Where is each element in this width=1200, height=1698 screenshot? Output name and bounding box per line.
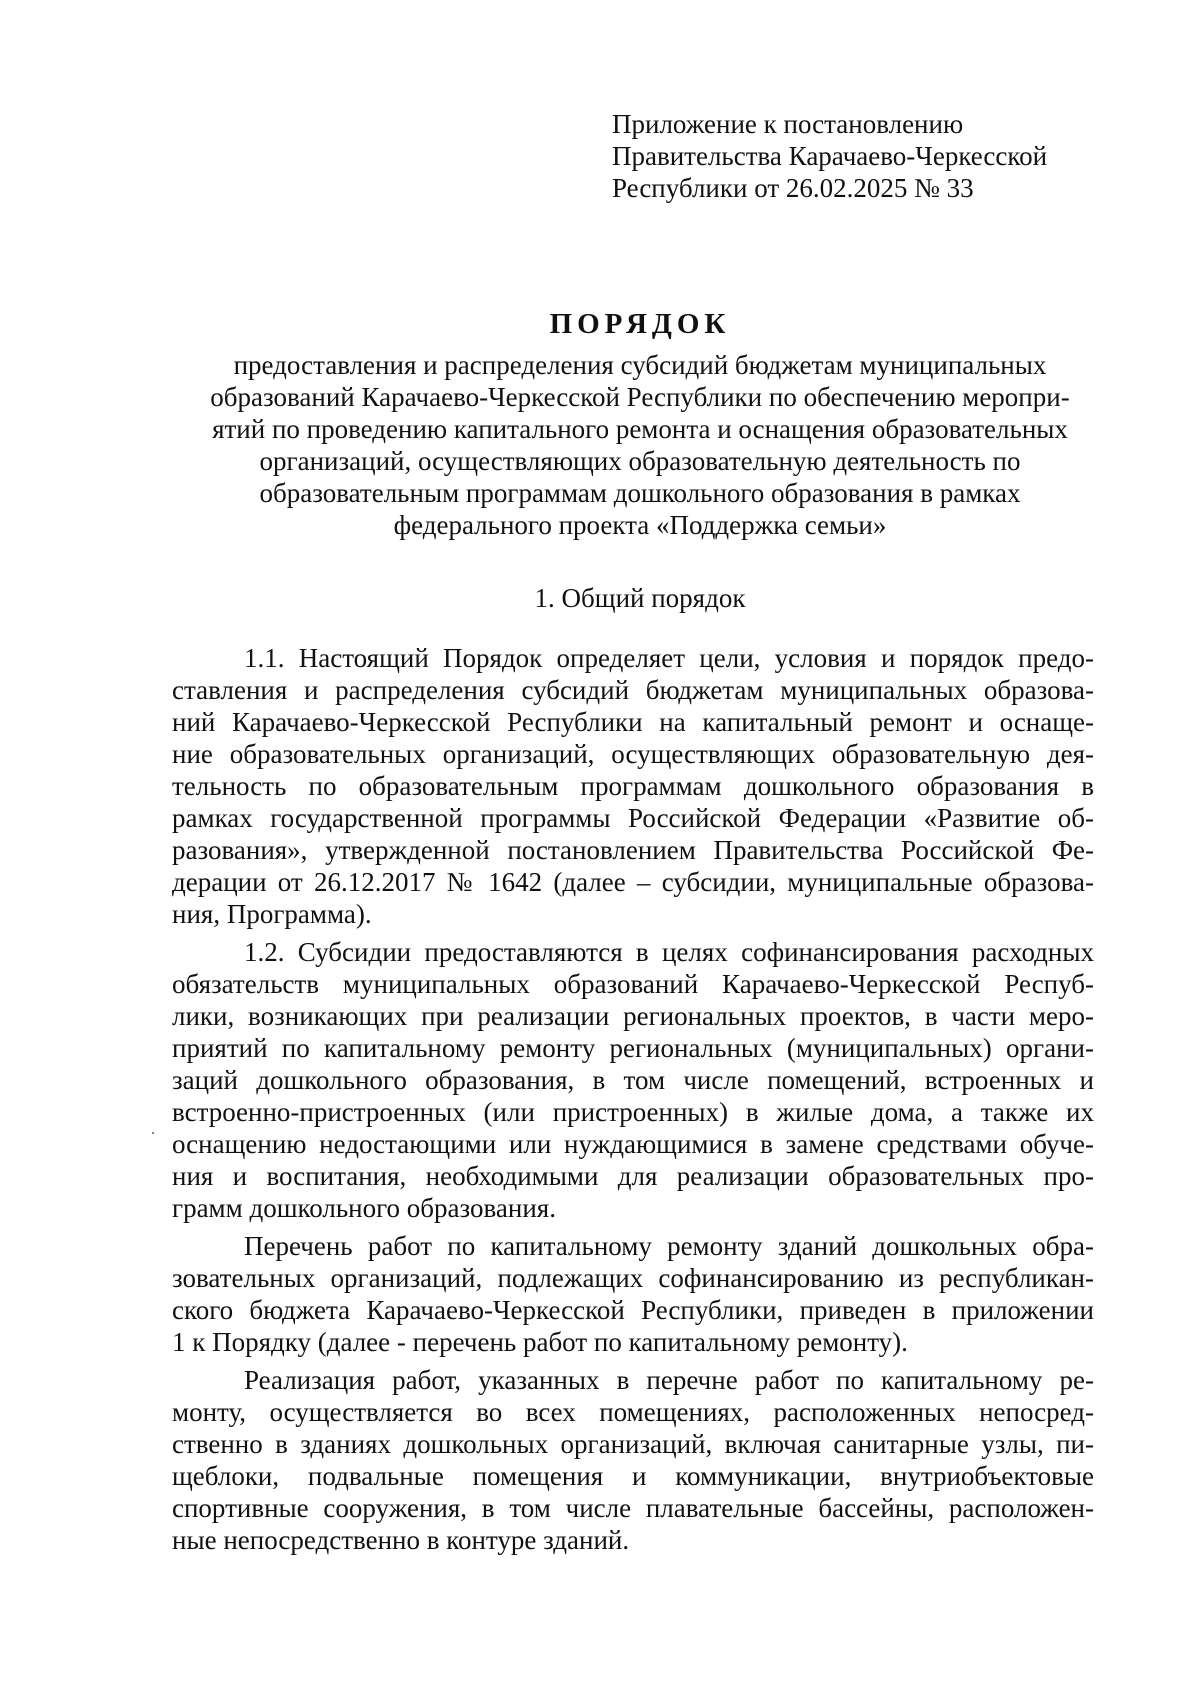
- subtitle-line: федерального проекта «Поддержка семьи»: [393, 510, 887, 540]
- approval-line: Правительства Карачаево-Черкесской: [612, 141, 1048, 171]
- subtitle-line: организаций, осуществляющих образовательную деятельность по: [259, 446, 1021, 476]
- paragraph-line: ния, Программа).: [172, 899, 372, 929]
- paragraph-line: 1.1. Настоящий Порядок определяет цели, условия и порядок предо-: [244, 643, 1094, 673]
- paragraph-line: приятий по капитальному ремонту региональных (муниципальных) органи-: [172, 1033, 1094, 1063]
- paragraph-line: ственно в зданиях дошкольных организаций, включая санитарные узлы, пи-: [172, 1429, 1094, 1459]
- paragraph-line: дерации от 26.12.2017 № 1642 (далее – субсидии, муниципальные образова-: [172, 867, 1094, 897]
- paragraph-implementation: [172, 1364, 1094, 1556]
- paragraph-line: оснащению недостающими или нуждающимися в замене средствами обуче-: [172, 1129, 1094, 1159]
- document-subtitle: [120, 349, 1160, 541]
- paragraph-line: Перечень работ по капитальному ремонту зданий дошкольных обра-: [244, 1231, 1094, 1261]
- approval-line: Приложение к постановлению: [612, 109, 964, 139]
- scan-speck: [152, 1132, 154, 1134]
- paragraph-line: ского бюджета Карачаево-Черкесской Республики, приведен в приложении: [172, 1295, 1094, 1325]
- subtitle-line: образовательным программам дошкольного образования в рамках: [259, 478, 1021, 508]
- paragraph-line: щеблоки, подвальные помещения и коммуникации, внутриобъектовые: [172, 1461, 1094, 1491]
- section-heading: 1. Общий порядок: [534, 583, 746, 613]
- paragraph-line: ние образовательных организаций, осуществляющих образовательную дея-: [172, 739, 1094, 769]
- document-title: ПОРЯДОК: [549, 308, 731, 340]
- subtitle-line: ятий по проведению капитального ремонта и оснащения образовательных: [212, 414, 1068, 444]
- subtitle-line: предоставления и распределения субсидий бюджетам муниципальных: [233, 350, 1047, 380]
- paragraph-line: ний Карачаево-Черкесской Республики на капитальный ремонт и оснаще-: [172, 707, 1094, 737]
- paragraph-line: обязательств муниципальных образований Карачаево-Черкесской Респуб-: [172, 969, 1094, 999]
- document-body: [172, 642, 1094, 1562]
- paragraph-line: 1 к Порядку (далее - перечень работ по капитальному ремонту).: [172, 1327, 908, 1357]
- paragraph-line: разования», утвержденной постановлением Правительства Российской Фе-: [172, 835, 1094, 865]
- paragraph-line: лики, возникающих при реализации региональных проектов, в части меро-: [172, 1001, 1094, 1031]
- paragraph-works-list: [172, 1230, 1094, 1358]
- paragraph-line: спортивные сооружения, в том числе плавательные бассейны, расположен-: [172, 1493, 1094, 1523]
- paragraph-1-1: [172, 642, 1094, 930]
- paragraph-line: ставления и распределения субсидий бюджетам муниципальных образова-: [172, 675, 1094, 705]
- paragraph-line: грамм дошкольного образования.: [172, 1193, 556, 1223]
- paragraph-line: 1.2. Субсидии предоставляются в целях софинансирования расходных: [244, 937, 1094, 967]
- paragraph-1-2: [172, 936, 1094, 1224]
- paragraph-line: зовательных организаций, подлежащих софинансированию из республикан-: [172, 1263, 1094, 1293]
- approval-line: Республики от 26.02.2025 № 33: [612, 173, 974, 203]
- paragraph-line: монту, осуществляется во всех помещениях, расположенных непосред-: [172, 1397, 1094, 1427]
- paragraph-line: Реализация работ, указанных в перечне работ по капитальному ре-: [244, 1365, 1094, 1395]
- paragraph-line: ные непосредственно в контуре зданий.: [172, 1525, 630, 1555]
- paragraph-line: ния и воспитания, необходимыми для реализации образовательных про-: [172, 1161, 1094, 1191]
- paragraph-line: рамках государственной программы Российской Федерации «Развитие об-: [172, 803, 1094, 833]
- approval-block: [612, 108, 1132, 204]
- paragraph-line: заций дошкольного образования, в том числе помещений, встроенных и: [172, 1065, 1094, 1095]
- paragraph-line: встроенно-пристроенных (или пристроенных) в жилые дома, а также их: [172, 1097, 1094, 1127]
- subtitle-line: образований Карачаево-Черкесской Республики по обеспечению меропри-: [210, 382, 1070, 412]
- paragraph-line: тельность по образовательным программам дошкольного образования в: [172, 771, 1094, 801]
